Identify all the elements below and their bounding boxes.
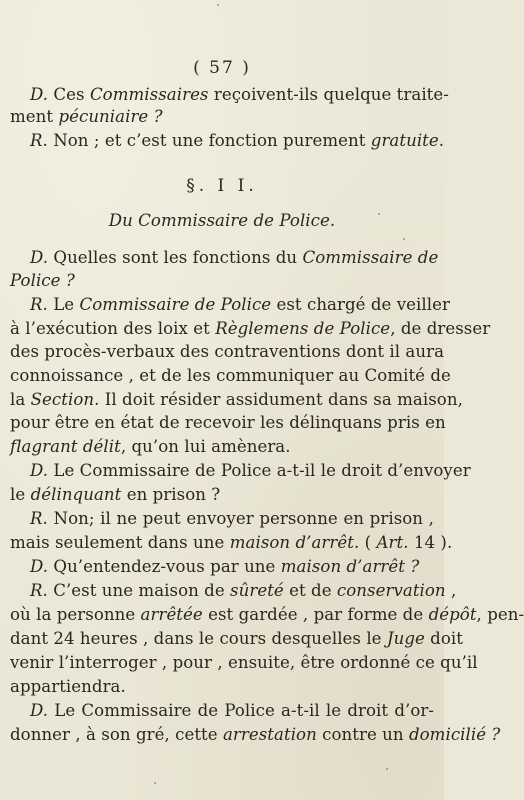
text-line: [10, 652, 478, 674]
text-run: est gardée , par forme de: [202, 605, 429, 624]
text-line: [10, 365, 451, 387]
text-line: [30, 130, 445, 152]
text-line: [10, 628, 463, 650]
section-mark: §. I I.: [186, 176, 258, 196]
text-run: 14 ).: [408, 533, 453, 552]
italic-run: arrestation: [222, 725, 317, 744]
text-run: le: [10, 485, 31, 504]
text-line: [30, 460, 471, 482]
text-run: Qu’entendez-vous par une: [48, 557, 281, 576]
text-run: est chargé de veiller: [271, 295, 450, 314]
italic-run: D.: [30, 701, 49, 720]
text-run: appartiendra.: [10, 677, 126, 696]
text-run: ,: [445, 581, 457, 600]
italic-run: Règlemens de Police: [215, 319, 391, 338]
italic-run: R.: [30, 131, 48, 150]
italic-run: D.: [30, 85, 49, 104]
text-run: (: [359, 533, 377, 552]
text-run: Le: [47, 295, 80, 314]
text-line: [10, 341, 445, 363]
text-line: [30, 556, 434, 578]
text-run: connoissance , et de les communiquer au Comité de: [10, 366, 451, 385]
text-line: [10, 484, 434, 506]
text-run: , qu’on lui amènera.: [120, 437, 291, 456]
text-line: [10, 318, 491, 340]
italic-run: Commissaire de: [302, 248, 439, 267]
paper-speck: [378, 213, 380, 215]
text-line: [30, 84, 449, 106]
text-line: [10, 532, 453, 554]
italic-run: Art.: [376, 533, 409, 552]
text-run: mais seulement dans une: [10, 533, 230, 552]
italic-run: Police ?: [10, 271, 75, 290]
italic-run: domicilié ?: [408, 725, 501, 744]
text-run: doit: [424, 629, 463, 648]
paper-speck: [154, 782, 156, 784]
italic-run: Commissaire de Police: [79, 295, 272, 314]
text-run: Quelles sont les fonctions du: [48, 248, 303, 267]
italic-run: délinquant: [30, 485, 122, 504]
text-run: Le Commissaire de Police a-t-il le droit d’envoyer: [48, 461, 471, 480]
text-line: [10, 676, 434, 698]
text-run: reçoivent-ils quelque traite-: [208, 85, 449, 104]
text-line: [10, 106, 434, 128]
italic-run: sûreté: [230, 581, 284, 600]
text-run: , de dresser: [390, 319, 491, 338]
paper-speck: [403, 238, 405, 240]
text-run: la: [10, 390, 31, 409]
italic-run: gratuite.: [370, 131, 445, 150]
italic-run: R.: [30, 509, 48, 528]
text-run: dant 24 heures , dans le cours desquelles le: [10, 629, 387, 648]
italic-run: D.: [30, 461, 49, 480]
text-run: C’est une maison de: [47, 581, 231, 600]
text-line: [30, 247, 439, 269]
italic-run: flagrant délit: [10, 437, 121, 456]
text-line: [30, 700, 434, 722]
text-run: où la personne: [10, 605, 141, 624]
italic-run: dépôt: [428, 605, 477, 624]
text-line: [10, 724, 501, 746]
italic-run: conservation: [336, 581, 446, 600]
text-line: [10, 604, 524, 626]
page-number: ( 57 ): [193, 58, 251, 78]
text-line: [10, 412, 446, 434]
text-run: ment: [10, 107, 59, 126]
text-run: Il doit résider assidument dans sa maison,: [99, 390, 463, 409]
text-line: [30, 294, 450, 316]
text-run: donner , à son gré, cette: [10, 725, 223, 744]
text-run: Non ; et c’est une fonction purement: [47, 131, 371, 150]
text-run: des procès-verbaux des contraventions dont il aura: [10, 342, 445, 361]
italic-run: Section.: [30, 390, 100, 409]
italic-run: Commissaires: [89, 85, 209, 104]
text-run: Ces: [48, 85, 90, 104]
text-line: [30, 508, 434, 530]
italic-run: D.: [30, 248, 49, 267]
paper-speck: [386, 768, 388, 770]
italic-run: maison d’arrêt.: [229, 533, 360, 552]
text-run: et de: [283, 581, 337, 600]
italic-run: R.: [30, 581, 48, 600]
italic-run: pécuniaire ?: [58, 107, 163, 126]
text-run: en prison ?: [121, 485, 221, 504]
text-run: , pen-: [476, 605, 524, 624]
text-line: [10, 389, 463, 411]
text-run: Non; il ne peut envoyer personne en prison ,: [47, 509, 434, 528]
italic-run: D.: [30, 557, 49, 576]
text-run: contre un: [316, 725, 409, 744]
italic-run: Juge: [386, 629, 425, 648]
text-run: venir l’interroger , pour , ensuite, être ordonné ce qu’il: [10, 653, 478, 672]
italic-run: maison d’arrêt ?: [280, 557, 420, 576]
text-line: [10, 270, 434, 292]
italic-run: R.: [30, 295, 48, 314]
paper-speck: [322, 523, 324, 525]
text-line: [10, 436, 434, 458]
section-title: Du Commissaire de Police.: [108, 211, 336, 230]
text-run: pour être en état de recevoir les délinquans pris en: [10, 413, 446, 432]
italic-run: arrêtée: [140, 605, 203, 624]
text-run: Le Commissaire de Police a-t-il le droit d’or-: [48, 701, 434, 720]
paper-speck: [217, 4, 219, 6]
text-line: [30, 580, 457, 602]
text-run: à l’exécution des loix et: [10, 319, 216, 338]
